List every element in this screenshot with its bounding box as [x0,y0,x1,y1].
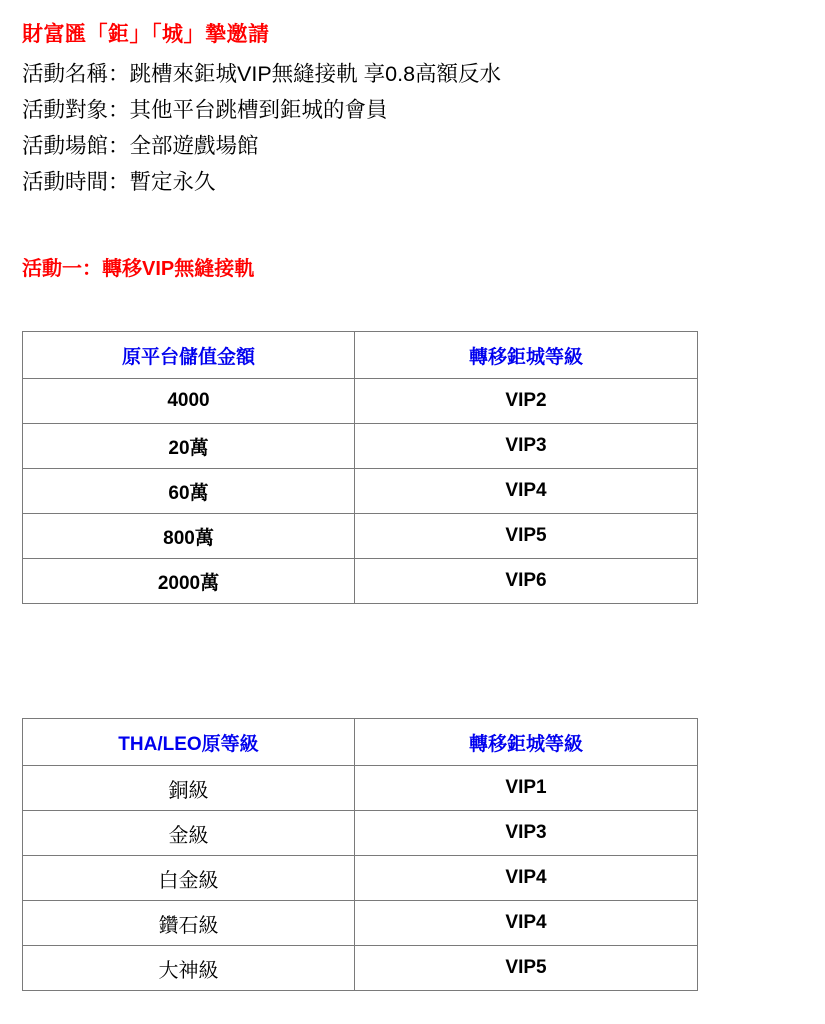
table-row [23,901,698,946]
table-one-cell-level: VIP4 [355,469,698,514]
table-two-cell-tier: 金級 [23,811,355,856]
table-two-cell-tier: 大神級 [23,946,355,991]
info-value-venue: 全部遊戲場館 [129,134,259,158]
table-two-cell-level: VIP4 [355,856,698,901]
table-two-cell-tier: 鑽石級 [23,901,355,946]
table-row [23,514,698,559]
page-title: 財富匯「鉅」「城」摯邀請 [22,23,270,46]
table-vip-by-tier [22,718,698,991]
info-value-time: 暫定永久 [129,170,216,194]
table-one-cell-amount: 800萬 [23,514,355,559]
table-row [23,946,698,991]
table-one-cell-level: VIP2 [355,379,698,424]
table-row [23,424,698,469]
table-one-header-level: 轉移鉅城等級 [355,332,698,379]
info-row-time [22,164,802,200]
info-label-audience: 活動對象： [22,98,130,122]
table-row [23,559,698,604]
table-one-cell-amount: 2000萬 [23,559,355,604]
info-label-name: 活動名稱： [22,62,130,86]
table-row [23,856,698,901]
table-two-cell-level: VIP5 [355,946,698,991]
table-row [23,811,698,856]
table-one-cell-amount: 20萬 [23,424,355,469]
table-header-row [23,332,698,379]
table-two-cell-tier: 銅級 [23,766,355,811]
table-two-cell-level: VIP3 [355,811,698,856]
table-vip-by-deposit [22,331,698,604]
table-two-header-level: 轉移鉅城等級 [355,719,698,766]
event-info-block [22,56,802,200]
info-value-name: 跳槽來鉅城VIP無縫接軌 享0.8高額反水 [129,62,502,86]
table-row [23,766,698,811]
table-row [23,469,698,514]
table-one-header-deposit: 原平台儲值金額 [23,332,355,379]
info-row-venue [22,128,802,164]
table-one-cell-level: VIP3 [355,424,698,469]
table-row [23,379,698,424]
table-two-header-origin-tier: THA/LEO原等級 [23,719,355,766]
table-one-cell-level: VIP5 [355,514,698,559]
table-one-cell-amount: 4000 [23,379,355,424]
table-two-cell-level: VIP1 [355,766,698,811]
table-one-cell-amount: 60萬 [23,469,355,514]
section-title-activity-one: 活動一：轉移VIP無縫接軌 [22,258,255,280]
table-two-cell-level: VIP4 [355,901,698,946]
table-two-cell-tier: 白金級 [23,856,355,901]
table-one-cell-level: VIP6 [355,559,698,604]
info-value-audience: 其他平台跳槽到鉅城的會員 [129,98,388,122]
table-header-row [23,719,698,766]
info-label-time: 活動時間： [22,170,130,194]
info-row-audience [22,92,802,128]
info-row-name [22,56,802,92]
info-label-venue: 活動場館： [22,134,130,158]
